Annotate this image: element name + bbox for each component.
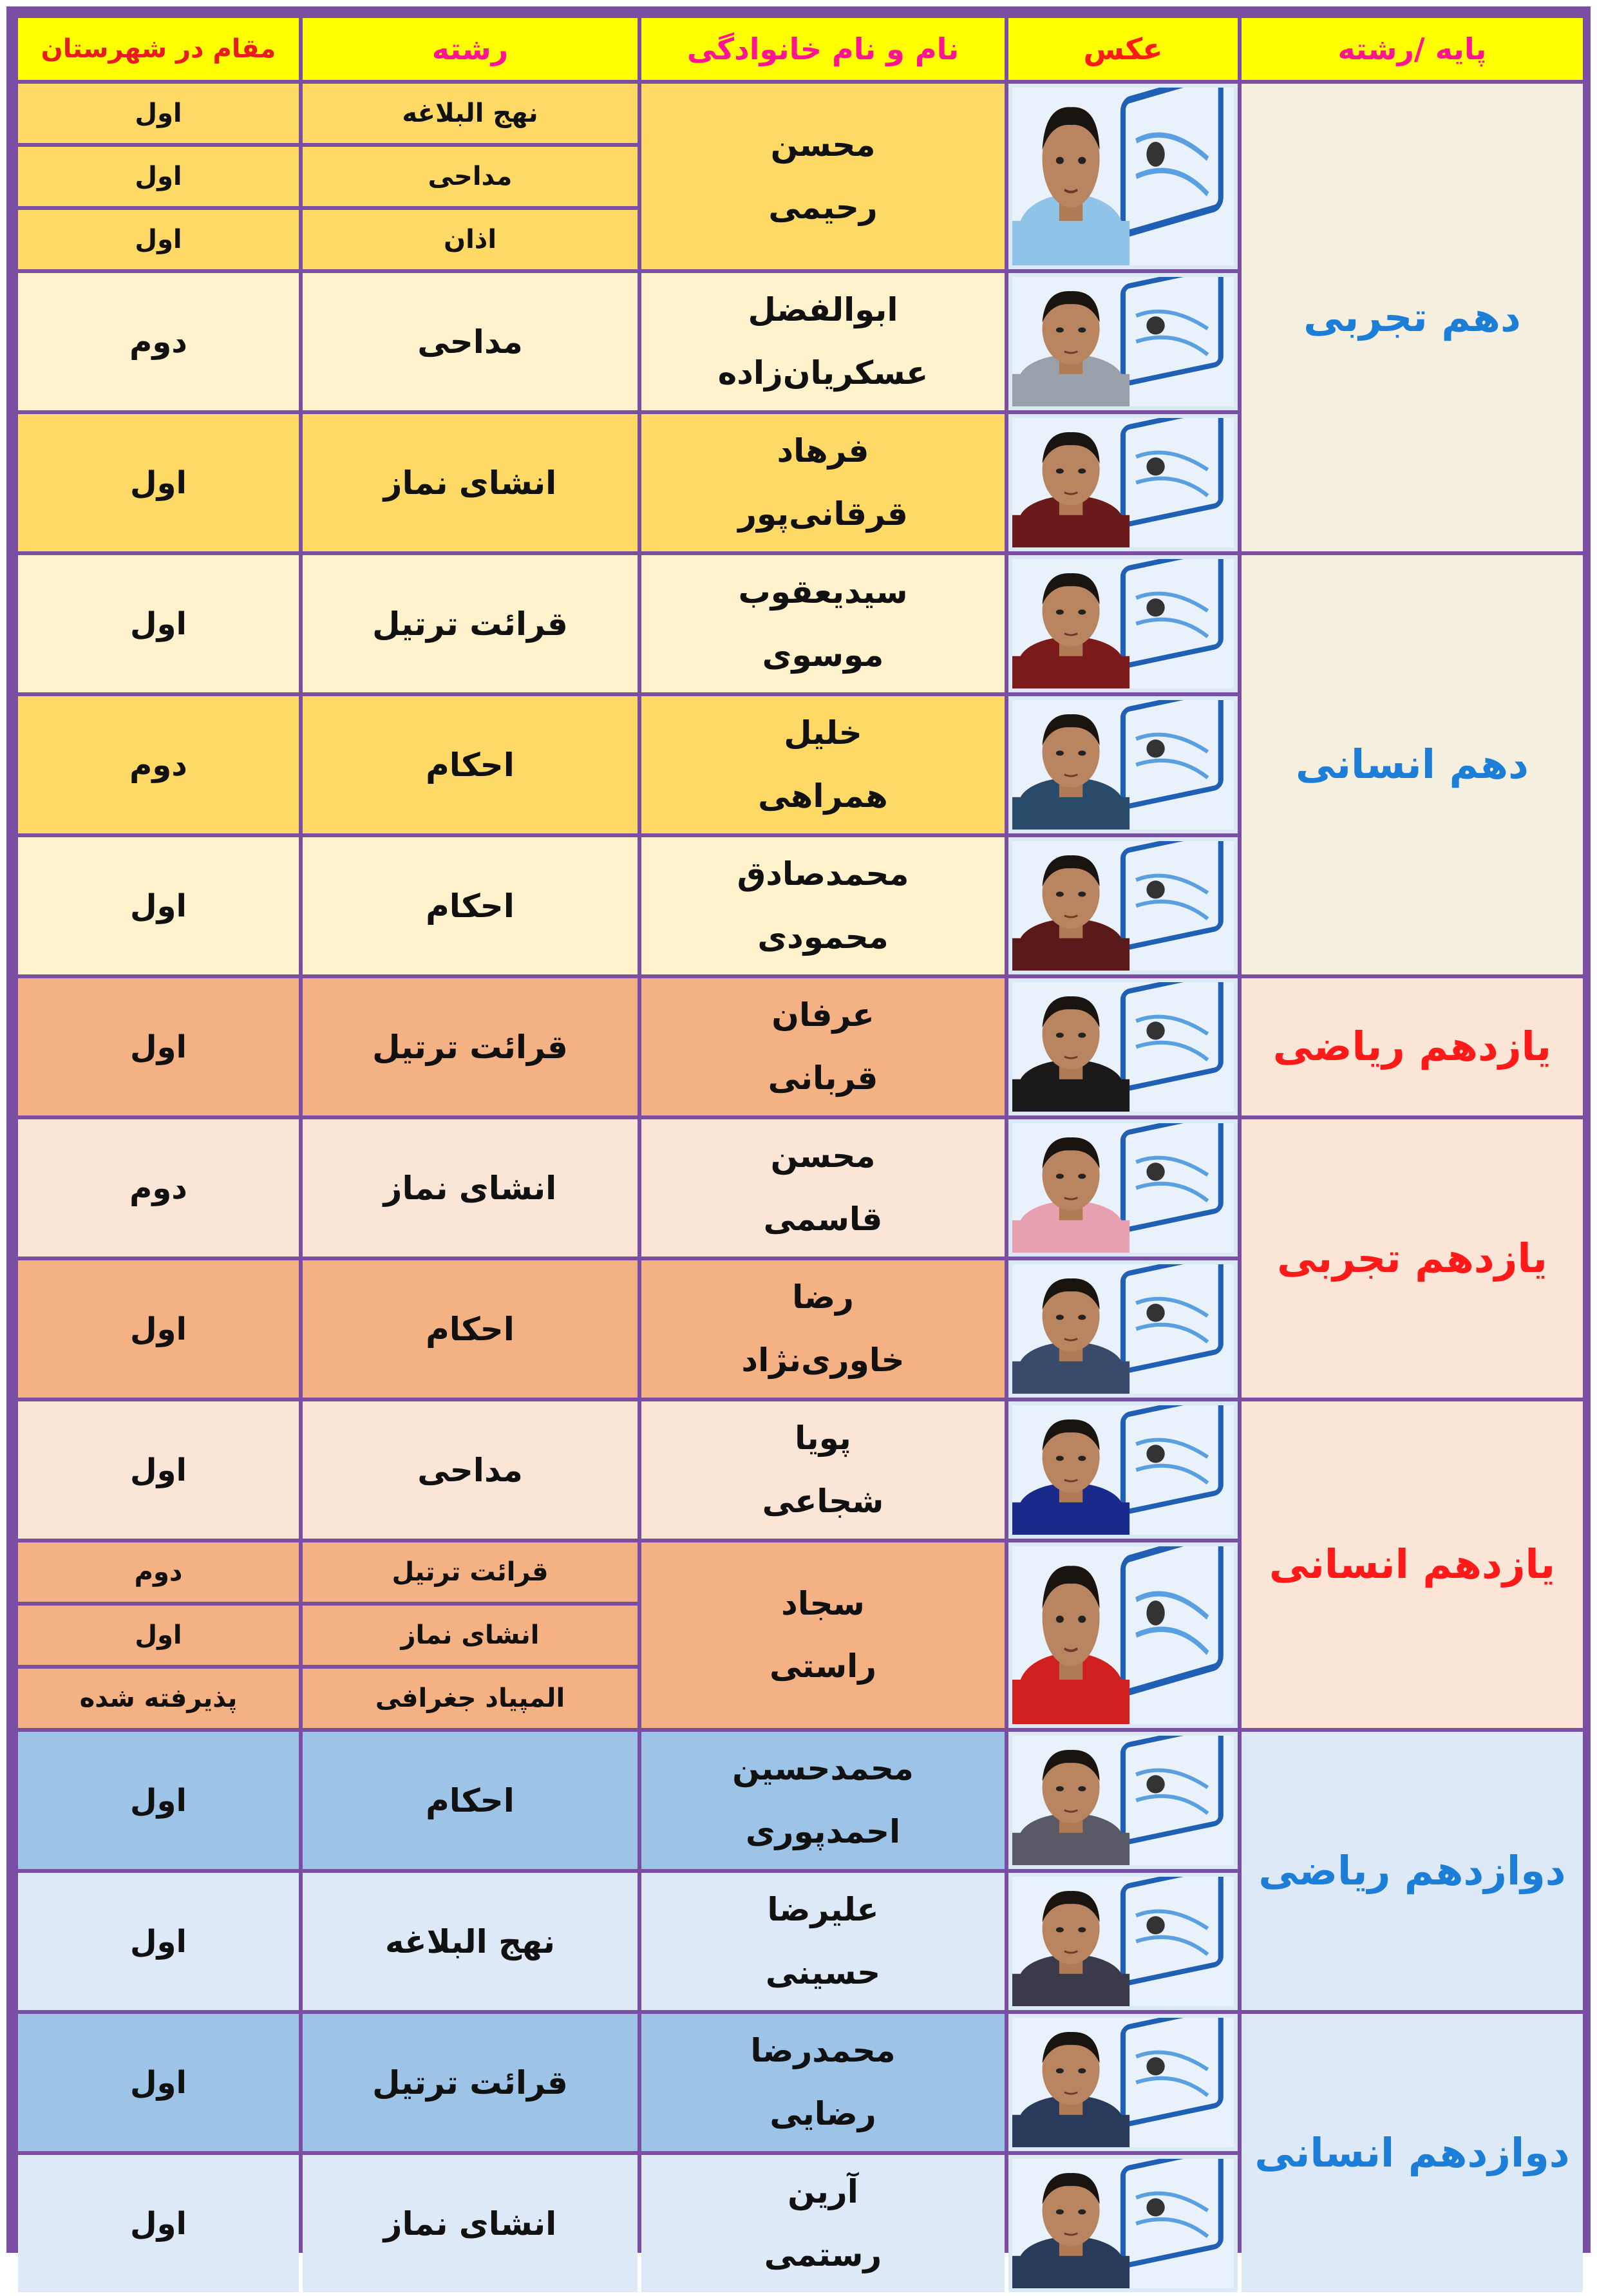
student-photo (1008, 1732, 1238, 1869)
grade-cell: دهم انسانی (1242, 555, 1583, 974)
photo-image (1012, 1546, 1234, 1724)
last-name: رستمی (764, 2235, 882, 2273)
photo-header: عکس (1008, 18, 1238, 80)
grade-cell: دوازدهم ریاضی (1242, 1732, 1583, 2010)
rank-cell: دوم (18, 1542, 299, 1602)
rank-cell: دوم (18, 273, 299, 410)
rank-cell: اول (18, 2014, 299, 2151)
student-name (641, 1119, 1005, 1257)
field-cell: قرائت ترتیل (303, 2014, 638, 2151)
first-name: خلیل (784, 714, 862, 752)
last-name: خاوری‌نژاد (741, 1341, 905, 1379)
photo-image (1012, 1877, 1234, 2006)
student-name (641, 1732, 1005, 1869)
last-name: عسکریان‌زاده (717, 354, 929, 392)
student-name (641, 696, 1005, 833)
first-name: محسن (770, 1137, 876, 1175)
last-name: قاسمی (763, 1200, 883, 1238)
field-cell: المپیاد جغرافی (303, 1669, 638, 1728)
rank-cell: اول (18, 1260, 299, 1398)
first-name: محمدصادق (737, 855, 909, 893)
student-name (641, 414, 1005, 551)
field-cell: مداحی (303, 147, 638, 206)
student-photo (1008, 1873, 1238, 2010)
grade-cell: دوازدهم انسانی (1242, 2014, 1583, 2292)
last-name: رضایی (770, 2094, 876, 2132)
photo-image (1012, 841, 1234, 971)
field-cell: قرائت ترتیل (303, 1542, 638, 1602)
student-photo (1008, 1401, 1238, 1539)
rank-cell: اول (18, 210, 299, 269)
name-header: نام و نام خانوادگی (641, 18, 1005, 80)
student-photo (1008, 978, 1238, 1115)
field-cell: مداحی (303, 273, 638, 410)
student-photo (1008, 84, 1238, 269)
field-cell: انشای نماز (303, 414, 638, 551)
student-name (641, 1401, 1005, 1539)
student-name (641, 2014, 1005, 2151)
student-photo (1008, 1542, 1238, 1728)
first-name: سجاد (781, 1584, 865, 1622)
rank-cell: اول (18, 1606, 299, 1665)
field-header: رشته (303, 18, 638, 80)
student-name (641, 1260, 1005, 1398)
student-name (641, 837, 1005, 974)
field-cell: نهج البلاغه (303, 84, 638, 143)
student-photo (1008, 2155, 1238, 2292)
last-name: قرقانی‌پور (738, 495, 908, 533)
rank-cell: اول (18, 2155, 299, 2292)
grade-header: پایه /رشته (1242, 18, 1583, 80)
last-name: همراهی (758, 777, 888, 815)
rank-cell: اول (18, 837, 299, 974)
student-photo (1008, 414, 1238, 551)
rank-cell: اول (18, 84, 299, 143)
first-name: رضا (792, 1278, 854, 1316)
student-name (641, 84, 1005, 269)
photo-image (1012, 2159, 1234, 2288)
student-photo (1008, 2014, 1238, 2151)
first-name: سیدیعقوب (738, 573, 908, 611)
honor-table (14, 14, 1587, 2296)
student-name (641, 555, 1005, 692)
student-name (641, 273, 1005, 410)
first-name: عرفان (771, 996, 874, 1034)
student-name (641, 1873, 1005, 2010)
rank-cell: اول (18, 414, 299, 551)
photo-image (1012, 2018, 1234, 2147)
student-name (641, 2155, 1005, 2292)
first-name: محمدحسین (732, 1750, 914, 1787)
student-row (18, 1119, 1583, 1257)
field-cell: مداحی (303, 1401, 638, 1539)
field-cell: انشای نماز (303, 2155, 638, 2292)
last-name: قربانی (768, 1059, 878, 1097)
photo-image (1012, 559, 1234, 688)
field-cell: احکام (303, 1260, 638, 1398)
first-name: ابوالفضل (748, 291, 898, 328)
photo-image (1012, 982, 1234, 1112)
rank-cell: دوم (18, 696, 299, 833)
field-cell: انشای نماز (303, 1119, 638, 1257)
student-row (18, 2014, 1583, 2151)
photo-image (1012, 1405, 1234, 1535)
rank-cell: اول (18, 1401, 299, 1539)
student-name (641, 1542, 1005, 1728)
field-cell: احکام (303, 1732, 638, 1869)
photo-image (1012, 700, 1234, 830)
field-cell: نهج البلاغه (303, 1873, 638, 2010)
last-name: حسینی (765, 1953, 881, 1991)
rank-header: مقام در شهرستان (18, 18, 299, 80)
photo-image (1012, 1736, 1234, 1865)
student-row (18, 555, 1583, 692)
student-row (18, 978, 1583, 1115)
last-name: موسوی (762, 636, 884, 674)
first-name: فرهاد (777, 432, 869, 470)
rank-cell: پذیرفته شده (18, 1669, 299, 1728)
field-cell: احکام (303, 696, 638, 833)
grade-cell: یازدهم انسانی (1242, 1401, 1583, 1728)
field-cell: قرائت ترتیل (303, 555, 638, 692)
student-photo (1008, 273, 1238, 410)
student-row (18, 1401, 1583, 1539)
last-name: رحیمی (768, 189, 878, 226)
rank-cell: اول (18, 978, 299, 1115)
field-cell: قرائت ترتیل (303, 978, 638, 1115)
photo-image (1012, 1264, 1234, 1394)
grade-cell: یازدهم تجربی (1242, 1119, 1583, 1398)
student-row (18, 84, 1583, 143)
student-photo (1008, 1260, 1238, 1398)
first-name: پویا (795, 1419, 851, 1457)
student-photo (1008, 837, 1238, 974)
photo-image (1012, 88, 1234, 265)
rank-cell: اول (18, 147, 299, 206)
first-name: محسن (770, 126, 876, 164)
student-photo (1008, 696, 1238, 833)
photo-image (1012, 1123, 1234, 1253)
header-row (18, 18, 1583, 80)
rank-cell: اول (18, 1873, 299, 2010)
last-name: محمودی (757, 918, 889, 956)
field-cell: انشای نماز (303, 1606, 638, 1665)
field-cell: احکام (303, 837, 638, 974)
grade-cell: دهم تجربی (1242, 84, 1583, 551)
student-photo (1008, 1119, 1238, 1257)
first-name: علیرضا (767, 1891, 879, 1928)
first-name: آرین (788, 2173, 858, 2210)
photo-image (1012, 277, 1234, 406)
last-name: شجاعی (762, 1482, 884, 1520)
rank-cell: دوم (18, 1119, 299, 1257)
first-name: محمدرضا (750, 2032, 896, 2069)
student-photo (1008, 555, 1238, 692)
student-row (18, 1732, 1583, 1869)
rank-cell: اول (18, 555, 299, 692)
rank-cell: اول (18, 1732, 299, 1869)
honor-sheet (6, 6, 1591, 2273)
last-name: احمدپوری (745, 1812, 901, 1850)
field-cell: اذان (303, 210, 638, 269)
grade-cell: یازدهم ریاضی (1242, 978, 1583, 1115)
student-name (641, 978, 1005, 1115)
last-name: راستی (769, 1647, 877, 1685)
photo-image (1012, 418, 1234, 547)
